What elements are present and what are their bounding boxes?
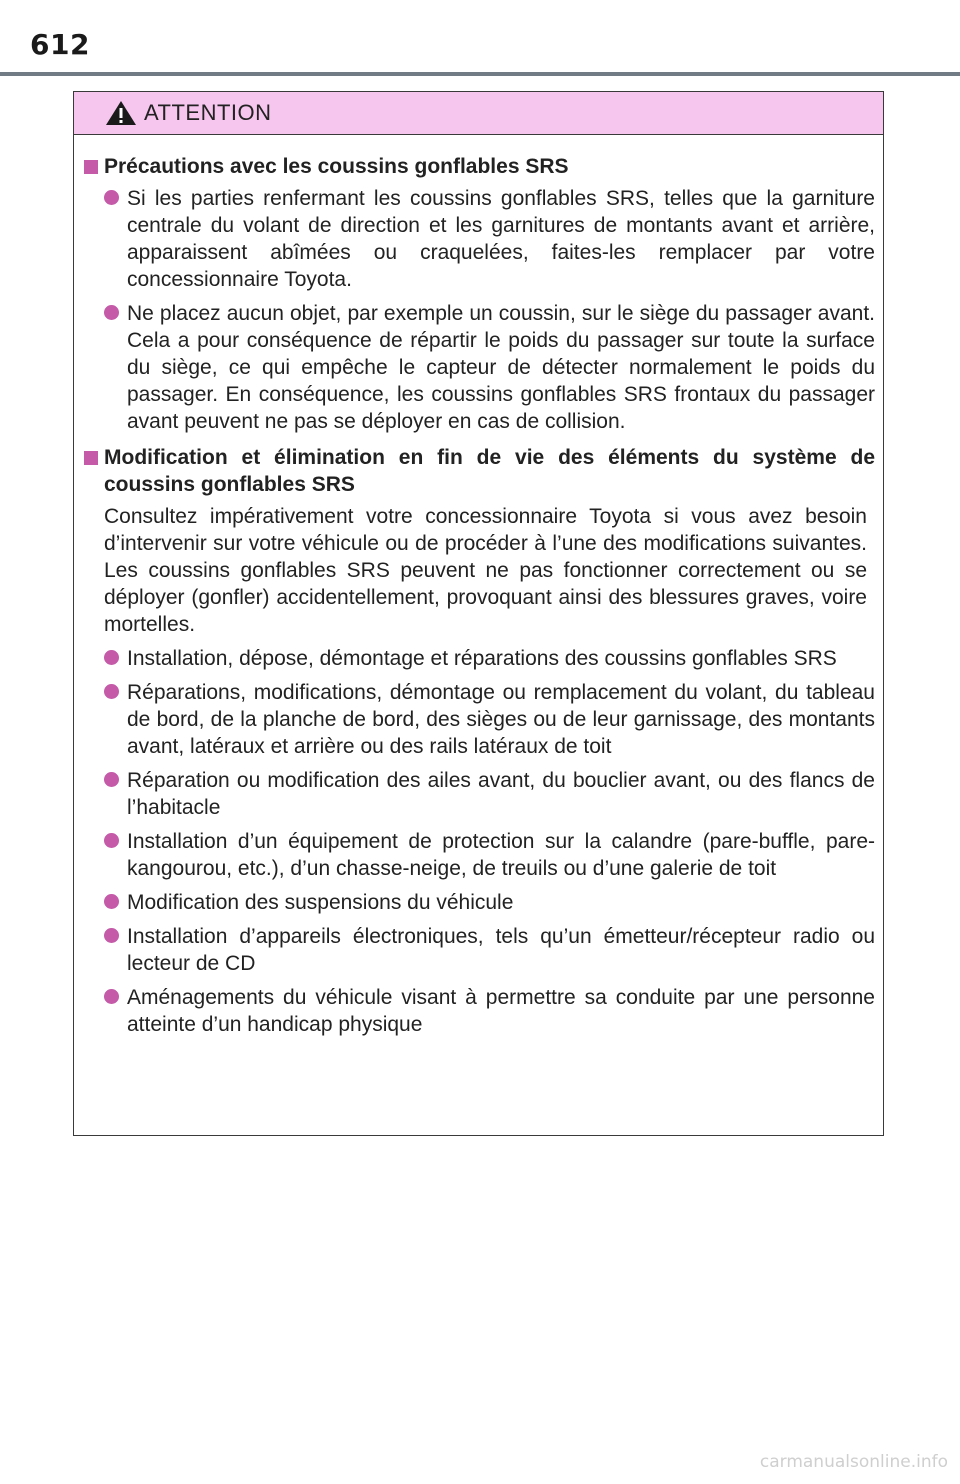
section-heading: Précautions avec les coussins gonflables SRS [84,153,875,180]
attention-box [73,91,884,1136]
round-bullet-icon [104,305,127,321]
list-item: Ne placez aucun objet, par exemple un coussin, sur le siège du passager avant. Cela a pour conséquence de répartir le poids du passager sur toute la surface du siège, ce qui empêche le capteur de détecter normalement le poids du passager. En conséquence, les coussins gonflables SRS frontaux du passager avant peuvent ne pas se déployer en cas de collision. [104,300,875,435]
list-item: Aménagements du véhicule visant à permettre sa conduite par une personne atteinte d’un handicap physique [104,984,875,1038]
round-bullet-icon [104,833,127,849]
warning-triangle-icon [104,99,138,127]
square-bullet-icon [84,160,104,174]
round-bullet-icon [104,894,127,910]
section-heading: Modification et élimination en fin de vie des éléments du système de coussins gonflables SRS [84,444,875,498]
list-item: Installation, dépose, démontage et réparations des coussins gonflables SRS [104,645,875,672]
round-bullet-icon [104,190,127,206]
square-bullet-icon [84,451,104,465]
attention-content [74,135,883,1038]
page-number: 612 [30,28,90,61]
round-bullet-icon [104,772,127,788]
list-item: Réparations, modifications, démontage ou remplacement du volant, du tableau de bord, de la planche de bord, des sièges ou de leur garnissage, des montants avant, latéraux et arrière ou des rails latéraux de toit [104,679,875,760]
list-item: Si les parties renfermant les coussins gonflables SRS, telles que la garniture centrale du volant de direction et les garnitures de montants avant et arrière, apparaissent abîmées ou craquelées, faites-les remplacer par votre concessionnaire Toyota. [104,185,875,293]
list-item: Modification des suspensions du véhicule [104,889,875,916]
attention-title: ATTENTION [144,100,272,125]
round-bullet-icon [104,989,127,1005]
header-rule [0,72,960,76]
list-item: Installation d’appareils électroniques, tels qu’un émetteur/récepteur radio ou lecteur de CD [104,923,875,977]
attention-header [74,92,883,135]
list-item: Réparation ou modification des ailes avant, du bouclier avant, ou des flancs de l’habitacle [104,767,875,821]
section-paragraph: Consultez impérativement votre concessionnaire Toyota si vous avez besoin d’intervenir sur votre véhicule ou de procéder à l’une des modifications suivantes. Les coussins gonflables SRS peuvent ne pas fonctionner correctement ou se déployer (gonfler) accidentellement, provoquant ainsi des blessures graves, voire mortelles. [104,505,867,636]
watermark: carmanualsonline.info [759,1452,948,1472]
round-bullet-icon [104,650,127,666]
round-bullet-icon [104,684,127,700]
round-bullet-icon [104,928,127,944]
list-item: Installation d’un équipement de protection sur la calandre (pare-buffle, pare-kangourou, etc.), d’un chasse-neige, de treuils ou d’une galerie de toit [104,828,875,882]
